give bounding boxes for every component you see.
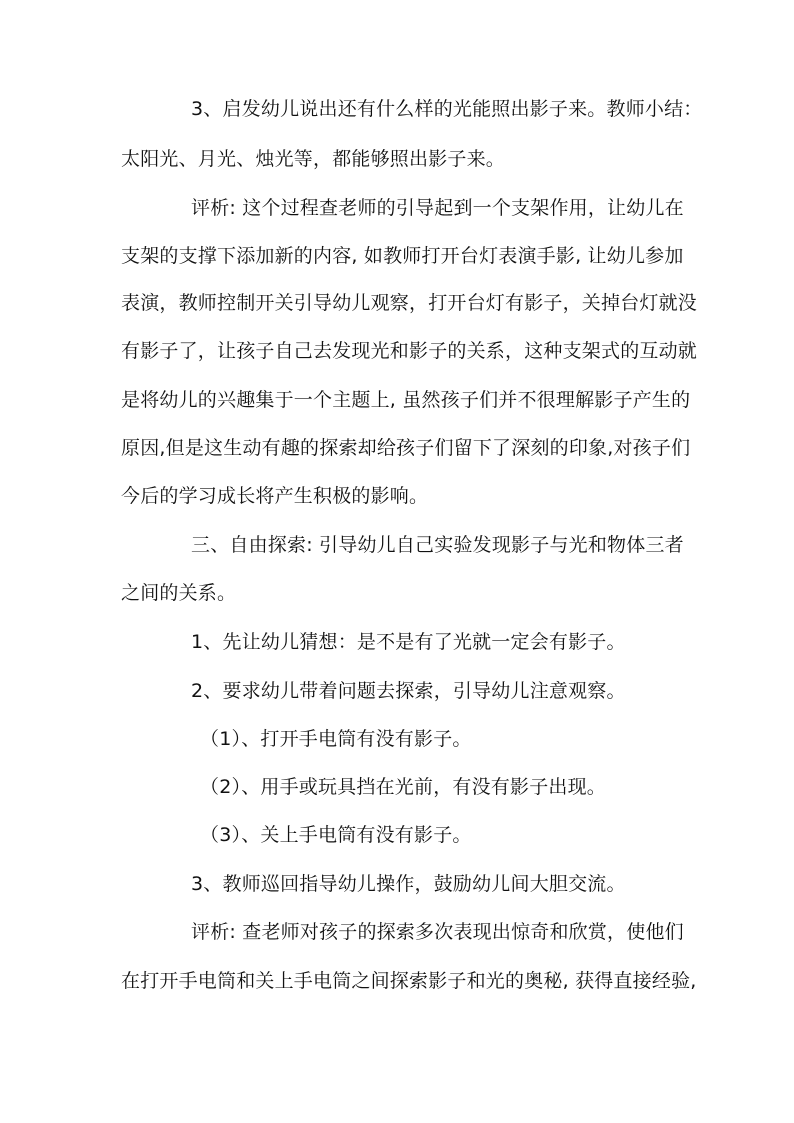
- list-item-1: 1、先让幼儿猜想：是不是有了光就一定会有影子。: [191, 631, 626, 653]
- sub-item-1: （1）、打开手电筒有没有影子。: [200, 728, 472, 750]
- section-heading-line-2: 之间的关系。: [121, 582, 237, 604]
- paragraph-line-5: 表演，教师控制开关引导幼儿观察，打开台灯有影子，关掉台灯就没: [121, 292, 698, 314]
- paragraph-line-1: 3、启发幼儿说出还有什么样的光能照出影子来。教师小结：: [191, 98, 703, 120]
- section-heading-line-1: 三、自由探索: 引导幼儿自己实验发现影子与光和物体三者: [191, 534, 684, 556]
- list-item-3: 3、教师巡回指导幼儿操作，鼓励幼儿间大胆交流。: [191, 873, 626, 895]
- list-item-2: 2、要求幼儿带着问题去探索，引导幼儿注意观察。: [191, 680, 626, 702]
- paragraph-line-4: 支架的支撑下添加新的内容, 如教师打开台灯表演手影, 让幼儿参加: [121, 245, 684, 267]
- paragraph-line-7: 是将幼儿的兴趣集于一个主题上, 虽然孩子们并不很理解影子产生的: [121, 389, 691, 411]
- paragraph-line-9: 今后的学习成长将产生积极的影响。: [121, 485, 429, 507]
- sub-item-3: （3）、关上手电筒有没有影子。: [200, 824, 472, 846]
- paragraph-line-8: 原因,但是这生动有趣的探索却给孩子们留下了深刻的印象,对孩子们: [121, 437, 691, 459]
- analysis-line-1: 评析: 查老师对孩子的探索多次表现出惊奇和欣赏，使他们: [191, 921, 684, 943]
- paragraph-line-2: 太阳光、月光、烛光等，都能够照出影子来。: [121, 148, 506, 170]
- paragraph-line-6: 有影子了，让孩子自己去发现光和影子的关系，这种支架式的互动就: [121, 340, 698, 362]
- sub-item-2: （2）、用手或玩具挡在光前，有没有影子出现。: [200, 776, 606, 798]
- paragraph-line-3: 评析: 这个过程查老师的引导起到一个支架作用，让幼儿在: [191, 197, 684, 219]
- analysis-line-2: 在打开手电筒和关上手电筒之间探索影子和光的奥秘, 获得直接经验,: [121, 970, 697, 992]
